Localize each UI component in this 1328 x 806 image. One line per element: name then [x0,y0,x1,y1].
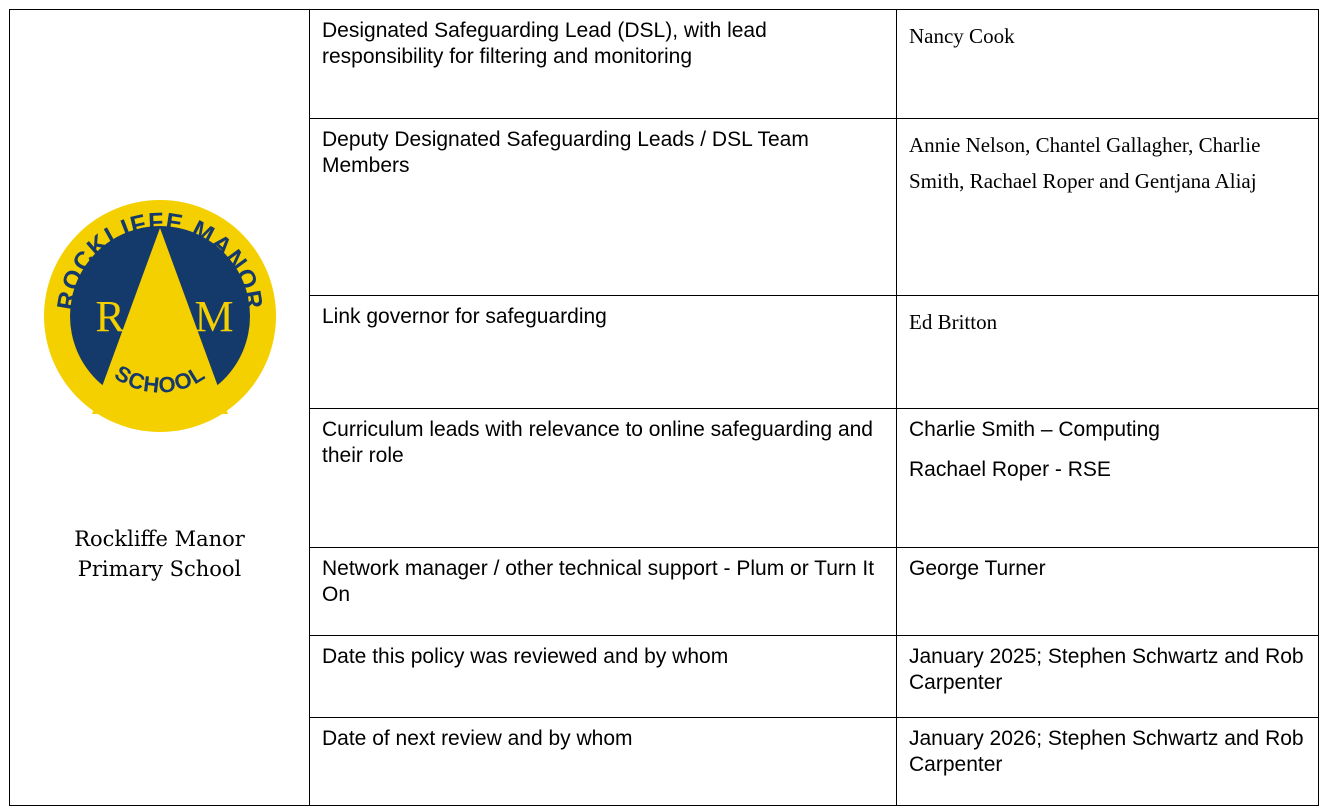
person-dsl: Nancy Cook [909,24,1015,48]
logo-letter-right: M [193,292,234,341]
school-name [74,524,245,584]
person-curriculum-line1: Charlie Smith – Computing [909,418,1160,441]
person-review-date: January 2025; Stephen Schwartz and Rob Carpenter [909,645,1304,694]
safeguarding-contacts-table [9,9,1319,806]
school-logo [40,196,280,436]
table-row [10,10,1319,119]
logo-letter-left: R [94,292,125,341]
role-cell [310,10,897,119]
person-cell [897,119,1319,296]
person-cell [897,548,1319,636]
role-curriculum-leads: Curriculum leads with relevance to online safeguarding and their role [322,418,873,467]
role-link-governor: Link governor for safeguarding [322,305,607,328]
logo-cell [10,10,310,806]
role-next-review: Date of next review and by whom [322,727,633,750]
role-review-date: Date this policy was reviewed and by whom [322,645,729,668]
person-cell [897,296,1319,409]
person-next-review: January 2026; Stephen Schwartz and Rob Carpenter [909,727,1304,776]
role-dsl: Designated Safeguarding Lead (DSL), with lead responsibility for filtering and monitoring [322,19,767,68]
role-cell [310,296,897,409]
role-cell [310,636,897,718]
role-cell [310,409,897,548]
person-curriculum-line2: Rachael Roper - RSE [909,458,1111,481]
person-link-governor: Ed Britton [909,310,998,334]
role-deputy-dsl: Deputy Designated Safeguarding Leads / DSL Team Members [322,128,809,177]
person-curriculum-leads [897,409,1318,483]
role-cell [310,548,897,636]
logo-arc-top-text: ROCKLIFFE MANOR [51,207,268,312]
person-deputy-dsl: Annie Nelson, Chantel Gallagher, Charlie Smith, Rachael Roper and Gentjana Aliaj [909,133,1261,193]
person-network-manager: George Turner [909,557,1046,580]
school-name-line1: Rockliffe Manor [74,527,245,551]
person-cell [897,409,1319,548]
person-cell [897,718,1319,806]
person-cell [897,636,1319,718]
logo-arc-bottom-text: SCHOOL [109,360,210,398]
role-cell [310,119,897,296]
role-cell [310,718,897,806]
person-cell [897,10,1319,119]
school-name-line2: Primary School [77,557,242,581]
role-network-manager: Network manager / other technical support - Plum or Turn It On [322,557,875,606]
